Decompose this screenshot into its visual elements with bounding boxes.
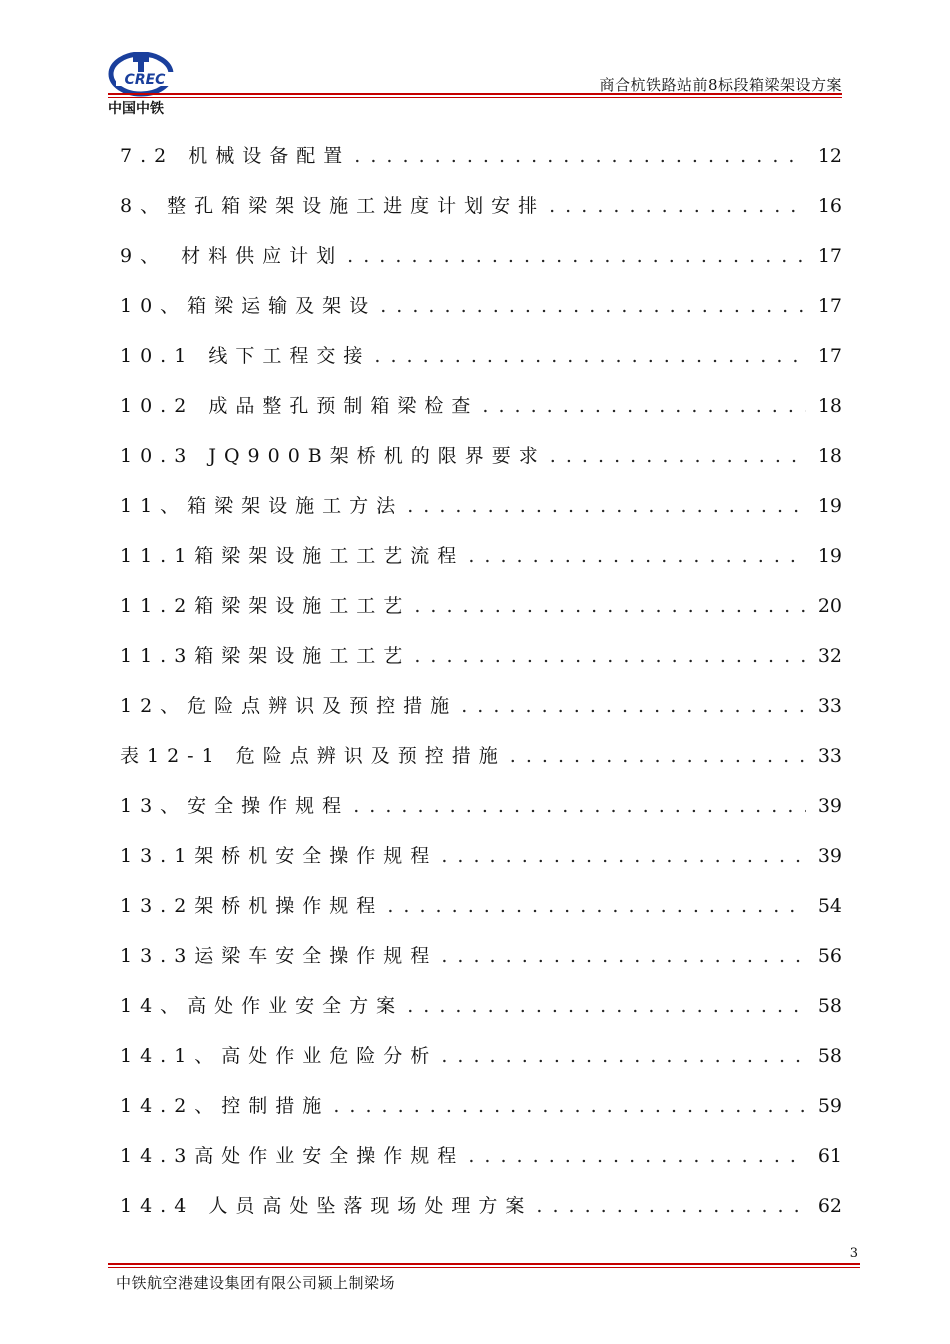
toc-entry-label: 13.3运梁车安全操作规程	[120, 945, 438, 967]
toc-entry[interactable]	[120, 692, 842, 742]
document-title: 商合杭铁路站前8标段箱梁架设方案	[599, 76, 842, 94]
toc-entry[interactable]	[120, 992, 842, 1042]
toc-leader-dots	[441, 842, 806, 870]
toc-entry[interactable]	[120, 492, 842, 542]
toc-entry-page: 33	[817, 745, 842, 767]
toc-entry-label: 8、整孔箱梁架设施工进度计划安排	[120, 195, 546, 217]
toc-entry-label: 10、箱梁运输及架设	[120, 295, 377, 317]
toc-entry-label: 9、 材料供应计划	[120, 245, 344, 267]
toc-leader-dots	[347, 242, 806, 270]
toc-entry-page: 58	[817, 1045, 842, 1067]
toc-entry-page: 62	[817, 1195, 842, 1217]
toc-entry-page: 16	[817, 195, 842, 217]
toc-leader-dots	[468, 542, 806, 570]
toc-entry-page: 58	[817, 995, 842, 1017]
toc-leader-dots	[441, 1042, 806, 1070]
footer-organization: 中铁航空港建设集团有限公司颍上制梁场	[116, 1274, 396, 1292]
toc-entry[interactable]	[120, 392, 842, 442]
toc-entry-page: 39	[817, 845, 842, 867]
toc-leader-dots	[407, 992, 806, 1020]
toc-entry-page: 20	[817, 595, 842, 617]
toc-entry-label: 14.1、高处作业危险分析	[120, 1045, 438, 1067]
header-rule	[108, 93, 842, 95]
toc-entry[interactable]	[120, 1192, 842, 1242]
toc-entry[interactable]	[120, 592, 842, 642]
toc-entry-page: 33	[817, 695, 842, 717]
toc-entry[interactable]	[120, 192, 842, 242]
toc-entry-page: 39	[817, 795, 842, 817]
toc-entry[interactable]	[120, 1042, 842, 1092]
toc-leader-dots	[374, 342, 806, 370]
toc-entry-page: 54	[817, 895, 842, 917]
toc-entry[interactable]	[120, 1092, 842, 1142]
toc-entry[interactable]	[120, 542, 842, 592]
toc-leader-dots	[353, 792, 806, 820]
toc-leader-dots	[550, 442, 806, 470]
toc-entry[interactable]	[120, 942, 842, 992]
logo-badge: CREC	[124, 72, 166, 88]
toc-entry-label: 14、高处作业安全方案	[120, 995, 404, 1017]
table-of-contents	[120, 142, 842, 1242]
toc-leader-dots	[482, 392, 806, 420]
toc-entry-page: 19	[817, 545, 842, 567]
toc-leader-dots	[414, 592, 806, 620]
toc-entry-label: 11.2箱梁架设施工工艺	[120, 595, 411, 617]
toc-entry-page: 19	[817, 495, 842, 517]
toc-entry[interactable]	[120, 742, 842, 792]
toc-entry-label: 11、箱梁架设施工方法	[120, 495, 404, 517]
toc-leader-dots	[510, 742, 806, 770]
toc-entry-label: 14.2、控制措施	[120, 1095, 330, 1117]
toc-entry-label: 7.2 机械设备配置	[120, 145, 351, 167]
toc-entry-label: 13.2架桥机操作规程	[120, 895, 384, 917]
toc-entry-page: 17	[817, 245, 842, 267]
toc-entry-label: 13、安全操作规程	[120, 795, 350, 817]
footer-rule	[108, 1263, 860, 1265]
crec-logo-icon	[108, 52, 178, 98]
toc-leader-dots	[468, 1142, 806, 1170]
toc-entry-label: 11.1箱梁架设施工工艺流程	[120, 545, 465, 567]
toc-entry-label: 13.1架桥机安全操作规程	[120, 845, 438, 867]
toc-entry-page: 18	[817, 445, 842, 467]
toc-entry-page: 18	[817, 395, 842, 417]
toc-entry[interactable]	[120, 842, 842, 892]
toc-leader-dots	[414, 642, 806, 670]
toc-entry-label: 12、危险点辨识及预控措施	[120, 695, 458, 717]
header-rule-thin	[108, 97, 842, 98]
toc-entry-label: 10.1 线下工程交接	[120, 345, 371, 367]
toc-leader-dots	[549, 192, 806, 220]
toc-leader-dots	[536, 1192, 806, 1220]
toc-entry-page: 12	[817, 145, 842, 167]
toc-entry[interactable]	[120, 342, 842, 392]
toc-entry[interactable]	[120, 792, 842, 842]
page-number: 3	[849, 1246, 858, 1261]
toc-entry[interactable]	[120, 892, 842, 942]
toc-entry-label: 10.3 JQ900B架桥机的限界要求	[120, 445, 546, 467]
toc-entry-page: 61	[817, 1145, 842, 1167]
toc-entry-label: 11.3箱梁架设施工工艺	[120, 645, 411, 667]
toc-entry-label: 10.2 成品整孔预制箱梁检查	[120, 395, 479, 417]
toc-entry[interactable]	[120, 1142, 842, 1192]
toc-leader-dots	[461, 692, 806, 720]
footer-rule-thin	[108, 1267, 860, 1268]
toc-entry-page: 17	[817, 295, 842, 317]
toc-entry[interactable]	[120, 642, 842, 692]
toc-entry-page: 32	[817, 645, 842, 667]
toc-entry[interactable]	[120, 142, 842, 192]
toc-entry-page: 56	[817, 945, 842, 967]
logo-text: 中国中铁	[108, 101, 164, 117]
toc-entry-page: 59	[817, 1095, 842, 1117]
toc-leader-dots	[333, 1092, 806, 1120]
toc-entry-page: 17	[817, 345, 842, 367]
toc-leader-dots	[380, 292, 806, 320]
toc-entry-label: 14.4 人员高处坠落现场处理方案	[120, 1195, 533, 1217]
toc-leader-dots	[407, 492, 806, 520]
toc-entry[interactable]	[120, 442, 842, 492]
toc-entry[interactable]	[120, 292, 842, 342]
toc-entry[interactable]	[120, 242, 842, 292]
toc-leader-dots	[441, 942, 806, 970]
toc-leader-dots	[387, 892, 806, 920]
toc-leader-dots	[354, 142, 806, 170]
toc-entry-label: 14.3高处作业安全操作规程	[120, 1145, 465, 1167]
toc-entry-label: 表12-1 危险点辨识及预控措施	[120, 745, 506, 767]
